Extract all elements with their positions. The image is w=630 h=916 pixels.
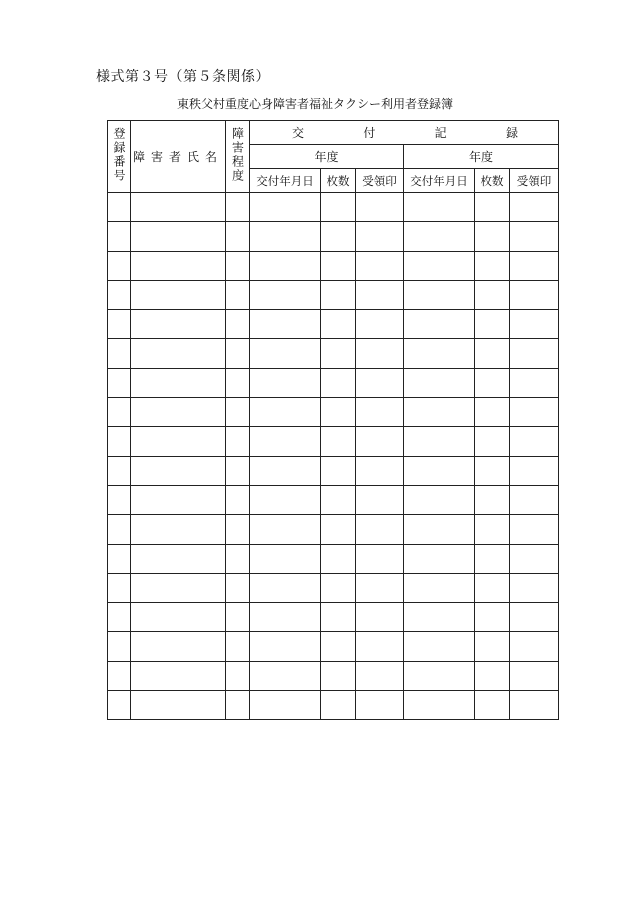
- cell-issue-date: [404, 661, 475, 690]
- cell-receipt-seal: [356, 661, 404, 690]
- cell-receipt-seal: [510, 515, 559, 544]
- cell-ticket-count: [321, 603, 356, 632]
- cell-ticket-count: [321, 339, 356, 368]
- cell-receipt-seal: [510, 456, 559, 485]
- cell-ticket-count: [475, 515, 510, 544]
- header-disabled-person-name-label: 障害者氏名: [132, 150, 223, 164]
- cell-receipt-seal: [510, 339, 559, 368]
- cell-name: [131, 632, 226, 661]
- header-fiscal-year-1: 年度: [250, 145, 404, 169]
- cell-issue-date: [250, 632, 321, 661]
- cell-issue-date: [250, 398, 321, 427]
- cell-degree: [226, 632, 250, 661]
- cell-name: [131, 456, 226, 485]
- cell-registration-number: [108, 251, 131, 280]
- cell-receipt-seal: [510, 485, 559, 514]
- header-receipt-seal: 受領印: [356, 169, 404, 193]
- cell-ticket-count: [321, 544, 356, 573]
- cell-ticket-count: [475, 427, 510, 456]
- cell-issue-date: [250, 427, 321, 456]
- header-disability-degree-label: 障害程度: [230, 127, 245, 183]
- cell-issue-date: [250, 603, 321, 632]
- cell-ticket-count: [321, 193, 356, 222]
- header-fiscal-year-2: 年度: [404, 145, 559, 169]
- table-row: [108, 544, 559, 573]
- cell-degree: [226, 310, 250, 339]
- cell-degree: [226, 544, 250, 573]
- cell-name: [131, 193, 226, 222]
- header-ticket-count: 枚数: [475, 169, 510, 193]
- cell-issue-date: [250, 691, 321, 720]
- cell-receipt-seal: [510, 280, 559, 309]
- table-row: [108, 632, 559, 661]
- cell-ticket-count: [321, 573, 356, 602]
- cell-receipt-seal: [510, 691, 559, 720]
- table-row: [108, 427, 559, 456]
- cell-issue-date: [404, 515, 475, 544]
- cell-ticket-count: [475, 339, 510, 368]
- table-row: [108, 251, 559, 280]
- header-delivery-record-label: [250, 124, 558, 141]
- table-row: [108, 573, 559, 602]
- cell-name: [131, 603, 226, 632]
- cell-ticket-count: [321, 398, 356, 427]
- cell-registration-number: [108, 398, 131, 427]
- cell-issue-date: [404, 280, 475, 309]
- cell-name: [131, 310, 226, 339]
- cell-ticket-count: [475, 603, 510, 632]
- cell-registration-number: [108, 339, 131, 368]
- cell-registration-number: [108, 456, 131, 485]
- header-receipt-seal: 受領印: [510, 169, 559, 193]
- cell-degree: [226, 398, 250, 427]
- cell-ticket-count: [321, 515, 356, 544]
- cell-ticket-count: [475, 222, 510, 251]
- cell-issue-date: [404, 193, 475, 222]
- cell-issue-date: [404, 456, 475, 485]
- cell-receipt-seal: [356, 456, 404, 485]
- cell-receipt-seal: [356, 368, 404, 397]
- table-row: [108, 222, 559, 251]
- cell-degree: [226, 251, 250, 280]
- cell-name: [131, 368, 226, 397]
- cell-ticket-count: [475, 398, 510, 427]
- cell-ticket-count: [321, 427, 356, 456]
- cell-receipt-seal: [510, 573, 559, 602]
- cell-issue-date: [250, 573, 321, 602]
- cell-degree: [226, 193, 250, 222]
- cell-receipt-seal: [356, 632, 404, 661]
- cell-registration-number: [108, 632, 131, 661]
- header-issue-date: 交付年月日: [404, 169, 475, 193]
- cell-receipt-seal: [356, 544, 404, 573]
- cell-degree: [226, 573, 250, 602]
- cell-receipt-seal: [510, 544, 559, 573]
- cell-receipt-seal: [356, 573, 404, 602]
- cell-receipt-seal: [356, 280, 404, 309]
- cell-issue-date: [250, 661, 321, 690]
- cell-ticket-count: [475, 456, 510, 485]
- cell-degree: [226, 603, 250, 632]
- cell-registration-number: [108, 310, 131, 339]
- cell-receipt-seal: [356, 339, 404, 368]
- cell-degree: [226, 368, 250, 397]
- cell-issue-date: [404, 339, 475, 368]
- cell-issue-date: [404, 691, 475, 720]
- document-title: 東秩父村重度心身障害者福祉タクシー利用者登録簿: [176, 97, 453, 111]
- cell-issue-date: [250, 310, 321, 339]
- cell-ticket-count: [475, 310, 510, 339]
- cell-ticket-count: [321, 691, 356, 720]
- cell-name: [131, 515, 226, 544]
- table-row: [108, 339, 559, 368]
- cell-ticket-count: [475, 691, 510, 720]
- cell-issue-date: [404, 398, 475, 427]
- header-ticket-count: 枚数: [321, 169, 356, 193]
- cell-name: [131, 280, 226, 309]
- cell-receipt-seal: [356, 485, 404, 514]
- cell-receipt-seal: [356, 310, 404, 339]
- cell-ticket-count: [321, 280, 356, 309]
- cell-degree: [226, 485, 250, 514]
- form-number: 様式第３号（第５条関係）: [96, 69, 270, 85]
- cell-issue-date: [404, 544, 475, 573]
- cell-name: [131, 544, 226, 573]
- cell-registration-number: [108, 661, 131, 690]
- table-row: [108, 368, 559, 397]
- cell-ticket-count: [321, 310, 356, 339]
- cell-registration-number: [108, 193, 131, 222]
- table-row: [108, 603, 559, 632]
- cell-ticket-count: [321, 222, 356, 251]
- cell-issue-date: [250, 544, 321, 573]
- header-row-1: [108, 121, 559, 145]
- cell-issue-date: [250, 456, 321, 485]
- cell-name: [131, 661, 226, 690]
- cell-receipt-seal: [510, 398, 559, 427]
- cell-receipt-seal: [356, 427, 404, 456]
- header-delivery-record: [250, 121, 559, 145]
- cell-receipt-seal: [510, 251, 559, 280]
- cell-receipt-seal: [510, 661, 559, 690]
- cell-name: [131, 222, 226, 251]
- cell-registration-number: [108, 368, 131, 397]
- cell-degree: [226, 661, 250, 690]
- cell-registration-number: [108, 280, 131, 309]
- table-row: [108, 280, 559, 309]
- cell-degree: [226, 456, 250, 485]
- cell-receipt-seal: [356, 691, 404, 720]
- cell-issue-date: [404, 368, 475, 397]
- header-disabled-person-name: [131, 121, 226, 193]
- cell-registration-number: [108, 603, 131, 632]
- cell-name: [131, 691, 226, 720]
- cell-receipt-seal: [510, 222, 559, 251]
- cell-issue-date: [404, 485, 475, 514]
- cell-ticket-count: [475, 368, 510, 397]
- cell-registration-number: [108, 691, 131, 720]
- cell-receipt-seal: [510, 632, 559, 661]
- header-registration-number: [108, 121, 131, 193]
- cell-issue-date: [250, 251, 321, 280]
- table-row: [108, 398, 559, 427]
- cell-receipt-seal: [510, 368, 559, 397]
- cell-issue-date: [404, 222, 475, 251]
- cell-degree: [226, 691, 250, 720]
- cell-receipt-seal: [510, 427, 559, 456]
- header-registration-number-label: 登録番号: [112, 127, 126, 183]
- cell-degree: [226, 339, 250, 368]
- cell-ticket-count: [475, 632, 510, 661]
- table-row: [108, 310, 559, 339]
- cell-name: [131, 398, 226, 427]
- cell-receipt-seal: [356, 515, 404, 544]
- cell-issue-date: [250, 339, 321, 368]
- cell-degree: [226, 222, 250, 251]
- cell-registration-number: [108, 485, 131, 514]
- cell-issue-date: [250, 193, 321, 222]
- cell-name: [131, 427, 226, 456]
- cell-issue-date: [250, 368, 321, 397]
- table-row: [108, 456, 559, 485]
- cell-ticket-count: [321, 368, 356, 397]
- cell-registration-number: [108, 515, 131, 544]
- cell-issue-date: [250, 515, 321, 544]
- table-row: [108, 661, 559, 690]
- cell-name: [131, 573, 226, 602]
- delivery-record-char: 録: [505, 126, 518, 140]
- cell-degree: [226, 515, 250, 544]
- cell-registration-number: [108, 544, 131, 573]
- delivery-record-char: 交: [292, 126, 305, 140]
- table-row: [108, 485, 559, 514]
- cell-ticket-count: [475, 280, 510, 309]
- cell-receipt-seal: [356, 398, 404, 427]
- cell-ticket-count: [321, 661, 356, 690]
- delivery-record-char: 付: [363, 126, 376, 140]
- cell-issue-date: [250, 222, 321, 251]
- cell-issue-date: [250, 280, 321, 309]
- cell-receipt-seal: [510, 603, 559, 632]
- cell-ticket-count: [475, 485, 510, 514]
- cell-ticket-count: [321, 251, 356, 280]
- header-issue-date: 交付年月日: [250, 169, 321, 193]
- cell-issue-date: [404, 573, 475, 602]
- cell-issue-date: [404, 251, 475, 280]
- cell-receipt-seal: [510, 193, 559, 222]
- cell-issue-date: [404, 603, 475, 632]
- cell-ticket-count: [475, 661, 510, 690]
- cell-receipt-seal: [356, 193, 404, 222]
- cell-ticket-count: [321, 632, 356, 661]
- cell-receipt-seal: [356, 251, 404, 280]
- cell-registration-number: [108, 222, 131, 251]
- cell-issue-date: [404, 310, 475, 339]
- table-row: [108, 515, 559, 544]
- registration-table: [107, 120, 559, 720]
- cell-issue-date: [404, 427, 475, 456]
- cell-ticket-count: [475, 251, 510, 280]
- cell-registration-number: [108, 573, 131, 602]
- cell-name: [131, 339, 226, 368]
- cell-ticket-count: [321, 456, 356, 485]
- cell-receipt-seal: [510, 310, 559, 339]
- header-disability-degree: [226, 121, 250, 193]
- cell-registration-number: [108, 427, 131, 456]
- cell-receipt-seal: [356, 222, 404, 251]
- delivery-record-char: 記: [434, 126, 447, 140]
- cell-ticket-count: [475, 573, 510, 602]
- cell-issue-date: [404, 632, 475, 661]
- cell-ticket-count: [475, 193, 510, 222]
- cell-ticket-count: [475, 544, 510, 573]
- cell-ticket-count: [321, 485, 356, 514]
- cell-name: [131, 251, 226, 280]
- cell-name: [131, 485, 226, 514]
- table-row: [108, 193, 559, 222]
- cell-degree: [226, 427, 250, 456]
- cell-degree: [226, 280, 250, 309]
- cell-receipt-seal: [356, 603, 404, 632]
- table-row: [108, 691, 559, 720]
- cell-issue-date: [250, 485, 321, 514]
